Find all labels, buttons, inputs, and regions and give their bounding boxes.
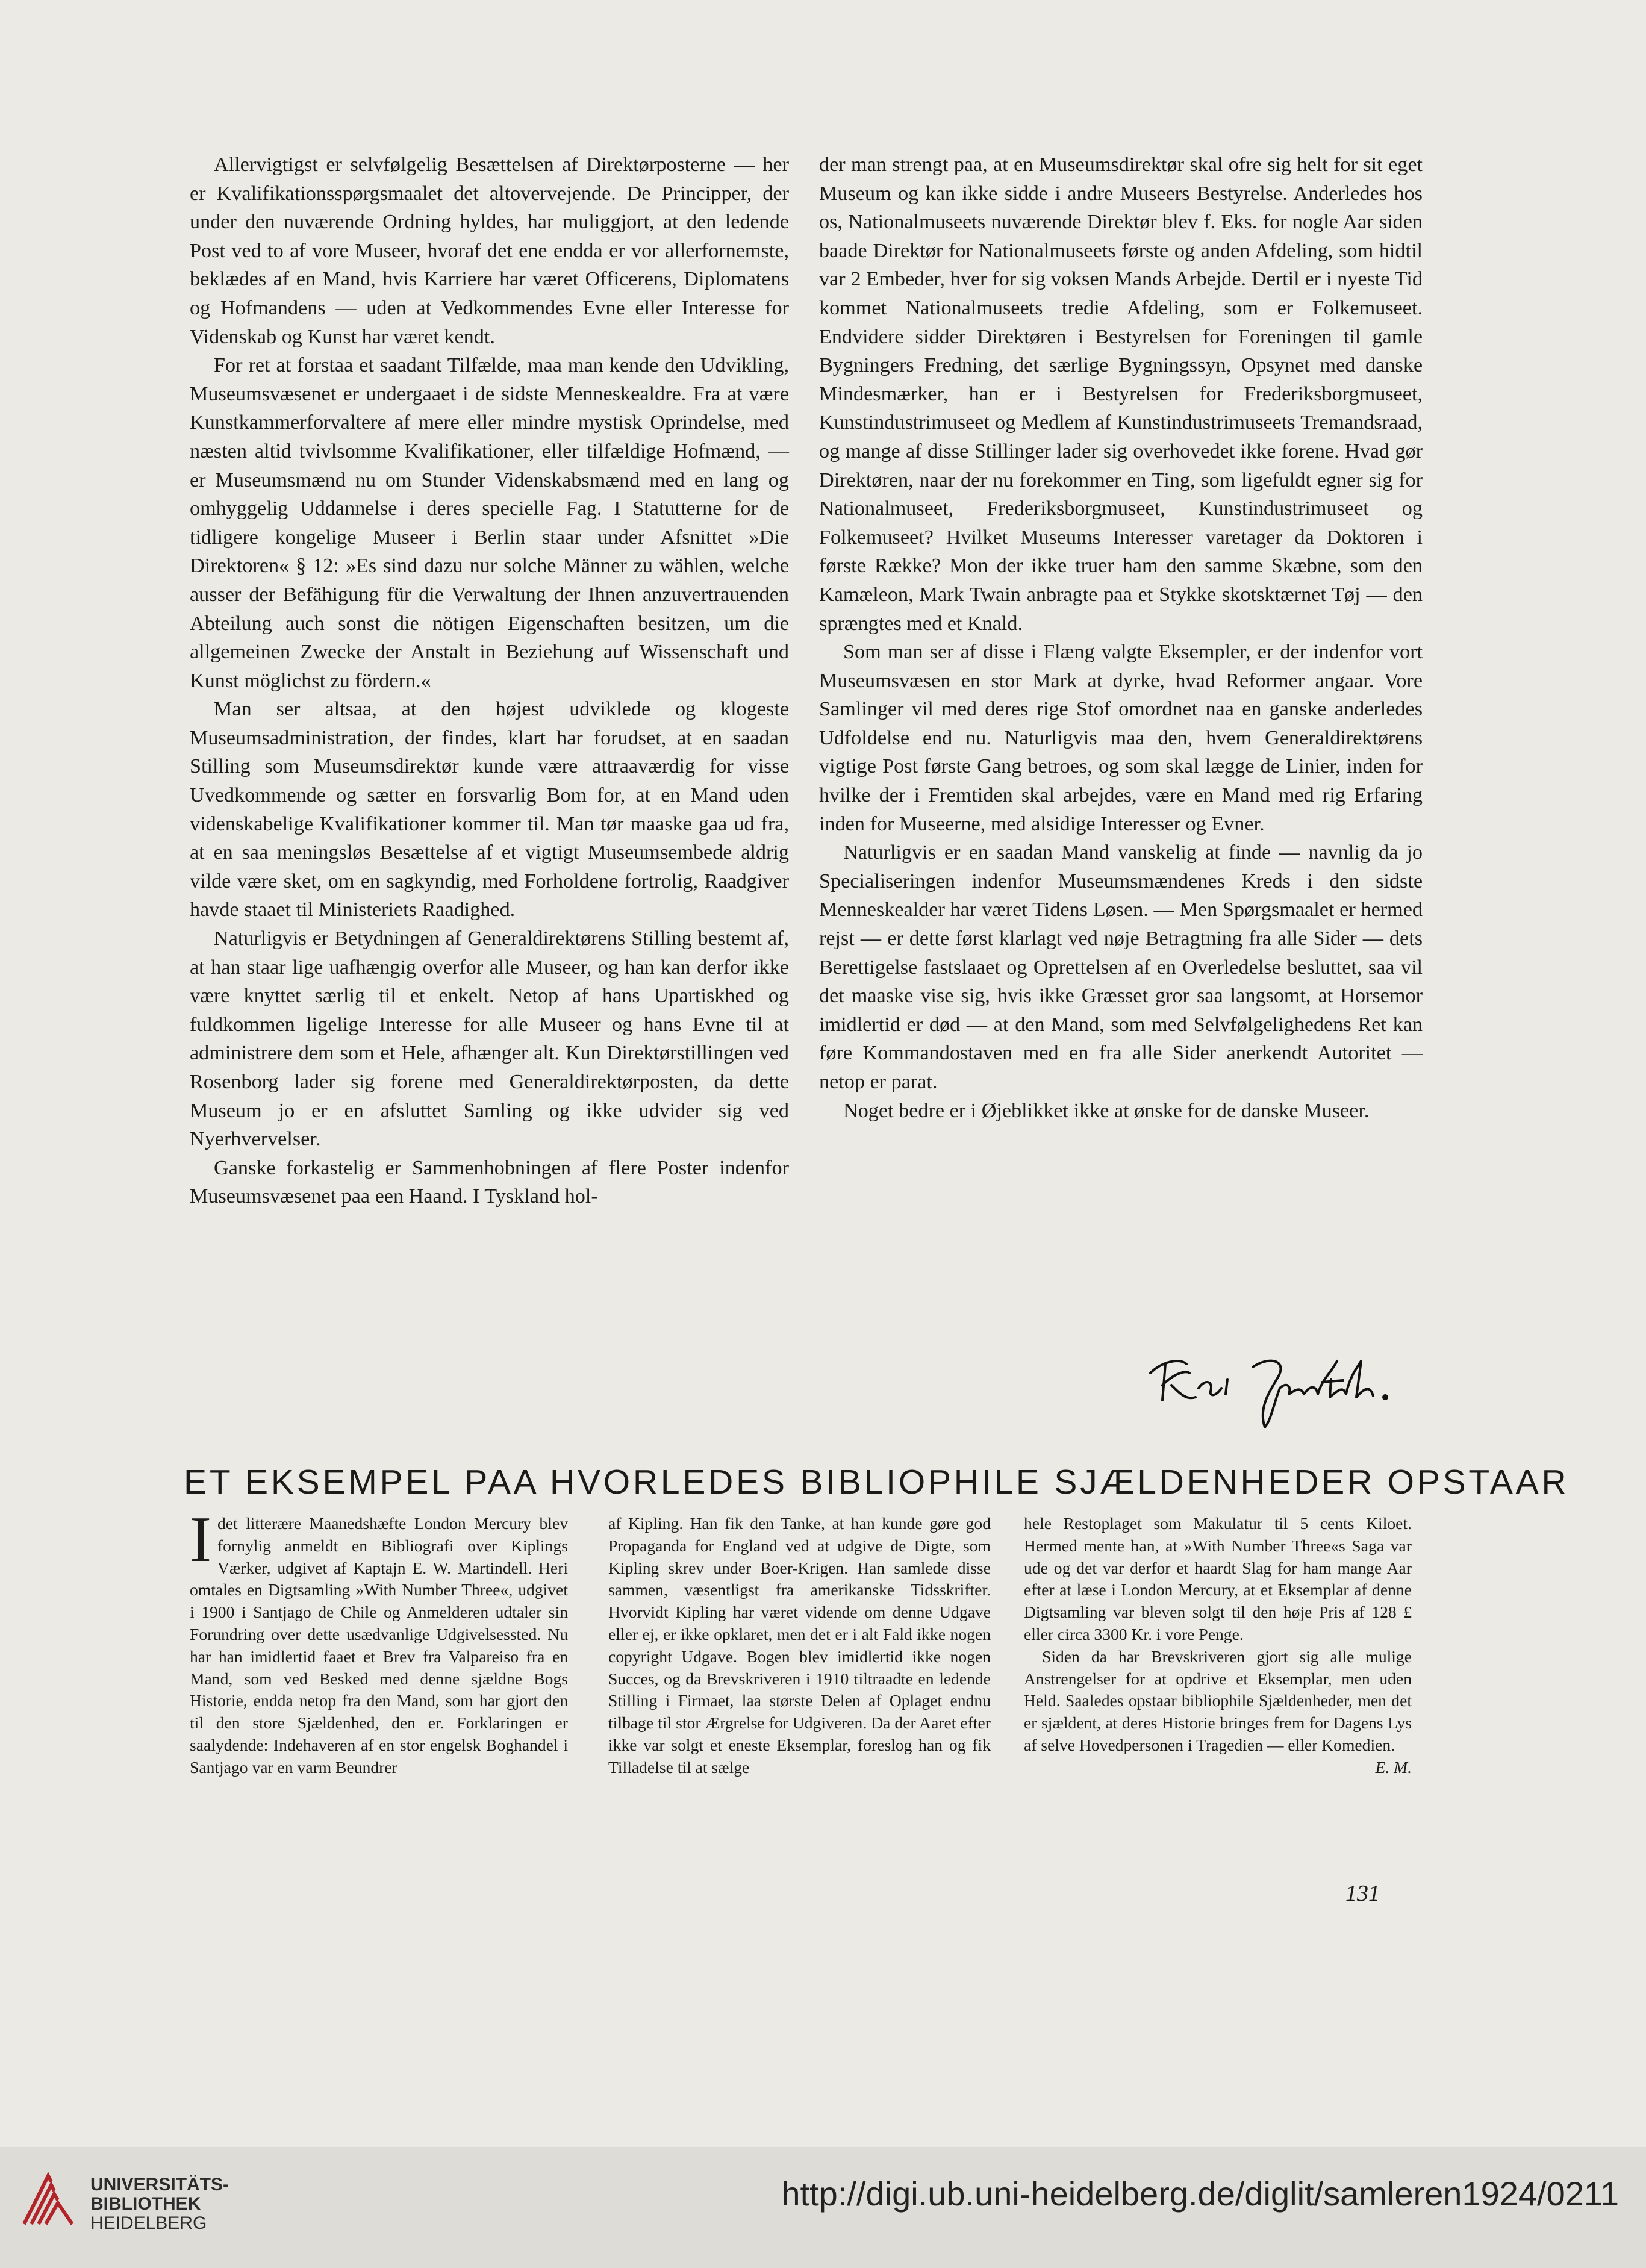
lower-column-2	[608, 1513, 991, 1779]
paragraph: Noget bedre er i Øjeblikket ikke at ønske for de danske Museer.	[843, 1099, 1370, 1122]
drop-cap: I	[190, 1504, 211, 1575]
paragraph: Allervigtigst er selvfølgelig Besættelsen af Direktørposterne — her er Kvalifikationsspørgsmaalet det altovervejende. De Principper, der under den nuværende Ordning hyldes, har muliggjort, at den ledende Post ved to af vore Museer, hvoraf det ene endda er vor allerfornemste, beklædes af en Mand, hvis Karriere har været Officerens, Diplomatens og Hofmandens — uden at Vedkommendes Evne eller Interesse for Videnskab og Kunst har været kendt.	[190, 154, 789, 348]
paragraph: Naturligvis er Betydningen af Generaldirektørens Stilling bestemt af, at han staar lige uafhængig overfor alle Museer, og han kan derfor ikke være knyttet særlig til et enkelt. Netop af hans Upartiskhed og fuldkommen ligelige Interesse for alle Museer og hans Evne til at administrere dem som et Hele, afhænger alt. Kun Direktørstillingen ved Rosenborg lader sig forene med Generaldirektørposten, da dette Museum jo er en afsluttet Samling og ikke udvider sig ved Nyerhvervelser.	[190, 927, 789, 1151]
university-library-logo-icon	[18, 2167, 78, 2233]
paragraph	[190, 1504, 568, 1779]
lower-column-3	[1024, 1513, 1412, 1779]
library-name	[90, 2175, 229, 2233]
page-number: 131	[1345, 1881, 1380, 1906]
library-name-line: UNIVERSITÄTS-	[90, 2175, 229, 2195]
paragraph-text: det litterære Maanedshæfte London Mercury blev fornylig anmeldt en Bibliografi over Kiplings Værker, udgivet af Kaptajn E. W. Martindell. Heri omtales en Digtsamling »With Number Three«, udgivet i 1900 i Santjago de Chile og Anmelderen udtaler sin Forundring over dette usædvanlige Udgivelsessted. Nu har han imidlertid faaet et Brev fra Valpareiso fra en Mand, som ved Besked med denne sjældne Bogs Historie, endda netop fra den Mand, som har gjort den til den store Sjældenhed, den er. Forklaringen er saalydende: Indehaveren af en stor engelsk Boghandel i Santjago var en varm Beundrer	[190, 1514, 568, 1777]
library-name-line: BIBLIOTHEK	[90, 2194, 201, 2214]
library-name-line: HEIDELBERG	[90, 2213, 207, 2233]
paragraph: Man ser altsaa, at den højest udviklede og klogeste Museumsadministration, der findes, klart har forudset, at en saadan Stilling som Museumsdirektør kunde være attraaværdig for visse Uvedkommende og sætter en forsvarlig Bom for, at en Mand uden videnskabelige Kvalifikationer kommer til. Man tør maaske gaa ud fra, at en saa meningsløs Besættelse af et vigtigt Museumsembede aldrig vilde være sket, om en sagkyndig, med Forholdene fortrolig, Raadgiver havde staaet til Ministeriets Raadighed.	[190, 698, 789, 921]
handwritten-signature	[1138, 1337, 1439, 1433]
paragraph: Naturligvis er en saadan Mand vanskelig at finde — navnlig da jo Specialiseringen indenfor Museumsmændenes Kreds i den sidste Menneskealder har været Tidens Løsen. — Men Spørgsmaalet er hermed rejst — er dette først klarlagt ved nøje Betragtning fra alle Sider — dets Berettigelse fastslaaet og Oprettelsen af en Overledelse besluttet, saa vil det maaske vise sig, hvis ikke Græsset gror saa langsomt, at Horsemor imidlertid er død — at den Mand, som med Selvfølgelighedens Ret kan føre Kommandostaven med en fra alle Sider anerkendt Autoritet — netop er parat.	[819, 841, 1423, 1093]
paragraph: hele Restoplaget som Makulatur til 5 cents Kiloet. Hermed mente han, at »With Number Three«s Saga var ude og det var derfor et haardt Slag for ham mange Aar efter at læse i London Mercury, at et Eksemplar af denne Digtsamling var bleven solgt til den høje Pris af 128 £ eller circa 3300 Kr. i vore Penge.	[1024, 1514, 1412, 1643]
paragraph	[1024, 1646, 1412, 1777]
paragraph-text: Siden da har Brevskriveren gjort sig alle mulige Anstrengelser for at opdrive et Eksemplar, men uden Held. Saaledes opstaar bibliophile Sjældenheder, men det er sjældent, at deres Historie bringes frem for Dagens Lys af selve Hovedpersonen i Tragedien — eller Komedien.	[1024, 1646, 1412, 1754]
lower-column-1	[190, 1504, 568, 1779]
paragraph: For ret at forstaa et saadant Tilfælde, maa man kende den Udvikling, Museumsvæsenet er undergaaet i de sidste Menneskealdre. Fra at være Kunstkammerforvaltere af mere eller mindre mystisk Oprindelse, med næsten altid tvivlsomme Kvalifikationer, eller tilfældige Hofmænd, — er Museumsmænd nu om Stunder Videnskabsmænd med en lang og omhyggelig Uddannelse i deres specielle Fag. I Statutterne for de tidligere kongelige Museer i Berlin staar under Afsnittet »Die Direktoren« § 12: »Es sind dazu nur solche Männer zu wählen, welche ausser der Befähigung für die Verwaltung der Ihnen anzuvertrauenden Abteilung auch sonst die nötigen Eigenschaften besitzen, um die allgemeinen Zwecke der Anstalt in Beziehung auf Wissenschaft und Kunst möglichst zu fördern.«	[190, 354, 789, 692]
paragraph: der man strengt paa, at en Museumsdirektør skal ofre sig helt for sit eget Museum og kan ikke sidde i andre Museers Bestyrelse. Anderledes hos os, Nationalmuseets nuværende Direktør blev f. Eks. for nogle Aar siden baade Direktør for Nationalmuseets første og anden Afdeling, som hidtil var 2 Embeder, hver for sig voksen Mands Arbejde. Dertil er i nyeste Tid kommet Nationalmuseets tredie Afdeling, som er Folkemuseet. Endvidere sidder Direktøren i Bestyrelsen for Foreningen til gamle Bygningers Fredning, det særlige Bygningssyn, Opsynet med danske Mindesmærker, han er i Bestyrelsen for Frederiksborgmuseet, Kunstindustrimuseet og Medlem af Kunstindustrimuseets Tremandsraad, og mange af disse Stillinger lader sig overhovedet ikke forene. Hvad gør Direktøren, naar der nu forekommer en Ting, som ligefuldt egner sig for Nationalmuseet, Frederiksborgmuseet, Kunstindustrimuseet og Folkemuseet? Hvilket Museums Interesser varetager da Doktoren i første Række? Mon der ikke truer ham den samme Skæbne, som den Kamæleon, Mark Twain anbragte paa et Stykke skotsktærnet Tøj — den sprængtes med et Knald.	[819, 154, 1423, 635]
paragraph: Ganske forkastelig er Sammenhobningen af flere Poster indenfor Museumsvæsenet paa een Haand. I Tyskland hol-	[190, 1156, 789, 1208]
source-url-link[interactable]: http://digi.ub.uni-heidelberg.de/diglit/samleren1924/0211	[781, 2175, 1619, 2213]
article-column-1	[190, 151, 789, 1211]
paragraph: af Kipling. Han fik den Tanke, at han kunde gøre god Propaganda for England ved at udgive de Digte, som Kipling skrev under Boer-Krigen. Han samlede disse sammen, væsentligst fra amerikanske Tidsskrifter. Hvorvidt Kipling har været vidende om denne Udgave eller ej, er ikke opklaret, men det er i alt Fald ikke nogen copyright Udgave. Bogen blev imidlertid ikke nogen Succes, og da Brevskriveren i 1910 tiltraadte en ledende Stilling i Firmaet, laa største Delen af Oplaget endnu tilbage til stor Ærgrelse for Udgiveren. Da der Aaret efter ikke var solgt et eneste Eksemplar, foreslog han og fik Tilladelse til at sælge	[608, 1514, 991, 1777]
paragraph: Som man ser af disse i Flæng valgte Eksempler, er der indenfor vort Museumsvæsen en stor Mark at dyrke, hvad Reformer angaar. Vore Samlinger vil med deres rige Stof omordnet naa en ganske anderledes Udfoldelse end nu. Naturligvis maa den, hvem Generaldirektørens vigtige Post første Gang betroes, og som skal lægge de Linier, inden for hvilke der i Fremtiden skal arbejdes, være en Mand med rig Erfaring inden for Museerne, med alsidige Interesser og Evner.	[819, 641, 1423, 835]
article-heading: ET EKSEMPEL PAA HVORLEDES BIBLIOPHILE SJÆLDENHEDER OPSTAAR	[184, 1463, 1570, 1501]
article-column-2	[819, 151, 1423, 1125]
author-initials: E. M.	[1375, 1757, 1412, 1777]
